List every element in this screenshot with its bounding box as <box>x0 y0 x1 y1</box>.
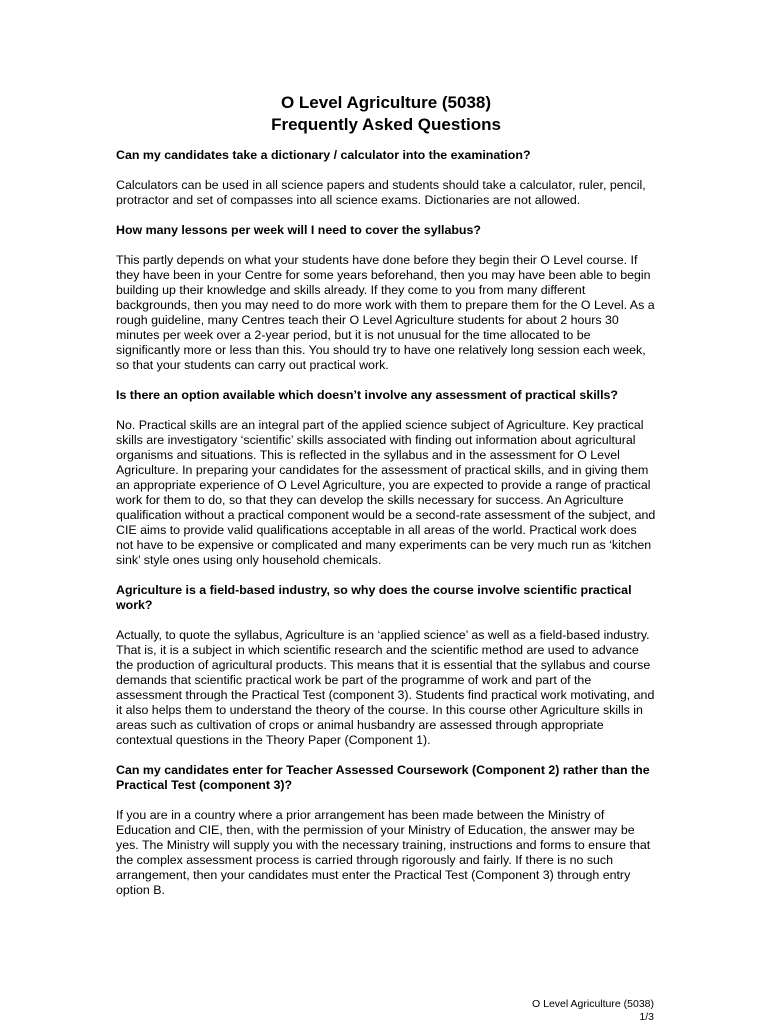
document-title: O Level Agriculture (5038) <box>280 93 492 112</box>
faq-question: How many lessons per week will I need to cover the syllabus? <box>116 223 481 237</box>
document-subtitle: Frequently Asked Questions <box>271 115 501 134</box>
footer-page-number: 1/3 <box>639 1010 654 1023</box>
faq-item-4 <box>116 583 656 748</box>
faq-question: Is there an option available which doesn’t involve any assessment of practical skills? <box>116 388 618 402</box>
faq-answer: No. Practical skills are an integral part of the applied science subject of Agriculture. Key practical skills are investigatory ‘scientific’ skills associated with finding out information about agricultural organisms and situations. This is reflected in the syllabus and in the assessment for O Level Agriculture. In preparing your candidates for the assessment of practical skills, and in giving them an appropriate experience of O Level Agriculture, you are expected to provide a range of practical work for them to do, so that they can develop the skills necessary for success. An Agriculture qualification without a practical component would be a second-rate assessment of the subject, and CIE aims to provide valid qualifications acceptable in all areas of the world. Practical work does not have to be expensive or complicated and many experiments can be very much run as ‘kitchen sink’ style ones using only household chemicals. <box>116 418 656 567</box>
document-page <box>116 92 656 913</box>
faq-answer: This partly depends on what your students have done before they begin their O Level course. If they have been in your Centre for some years beforehand, then you may have been able to begin building up their knowledge and skills already. If they come to you from many different backgrounds, then you may need to do more work with them to prepare them for the O Level. As a rough guideline, many Centres teach their O Level Agriculture students for about 2 hours 30 minutes per week over a 2-year period, but it is not unusual for the time allocated to be significantly more or less than this. You should try to have one relatively long session each week, so that your students can carry out practical work. <box>116 253 655 372</box>
faq-item-2 <box>116 223 656 373</box>
faq-item-3 <box>116 388 656 568</box>
faq-answer: Calculators can be used in all science papers and students should take a calculator, ruler, pencil, protractor and set of compasses into all science exams. Dictionaries are not allowed. <box>116 178 646 207</box>
page-footer <box>532 998 654 1023</box>
faq-answer: Actually, to quote the syllabus, Agriculture is an ‘applied science’ as well as a field-based industry. That is, it is a subject in which scientific research and the scientific method are used to advance the production of agricultural products. This means that it is essential that the syllabus and course demands that scientific practical work be part of the programme of work and part of the assessment through the Practical Test (component 3). Students find practical work motivating, and it also helps them to understand the theory of the course. In this course other Agriculture skills in areas such as cultivation of crops or animal husbandry are assessed through appropriate contextual questions in the Theory Paper (Component 1). <box>116 628 655 747</box>
faq-question: Agriculture is a field-based industry, so why does the course involve scientific practical work? <box>116 583 632 612</box>
faq-item-5 <box>116 763 656 898</box>
footer-doc-name: O Level Agriculture (5038) <box>532 998 654 1010</box>
faq-answer: If you are in a country where a prior arrangement has been made between the Ministry of Education and CIE, then, with the permission of your Ministry of Education, the answer may be yes. The Ministry will supply you with the necessary training, instructions and forms to ensure that the complex assessment process is carried through rigorously and fairly. If there is no such arrangement, then your candidates must enter the Practical Test (Component 3) through entry option B. <box>116 808 651 897</box>
faq-question: Can my candidates enter for Teacher Assessed Coursework (Component 2) rather than the Practical Test (component 3)? <box>116 763 650 792</box>
title-block <box>116 92 656 136</box>
faq-item-1 <box>116 148 656 208</box>
faq-question: Can my candidates take a dictionary / calculator into the examination? <box>116 148 531 162</box>
